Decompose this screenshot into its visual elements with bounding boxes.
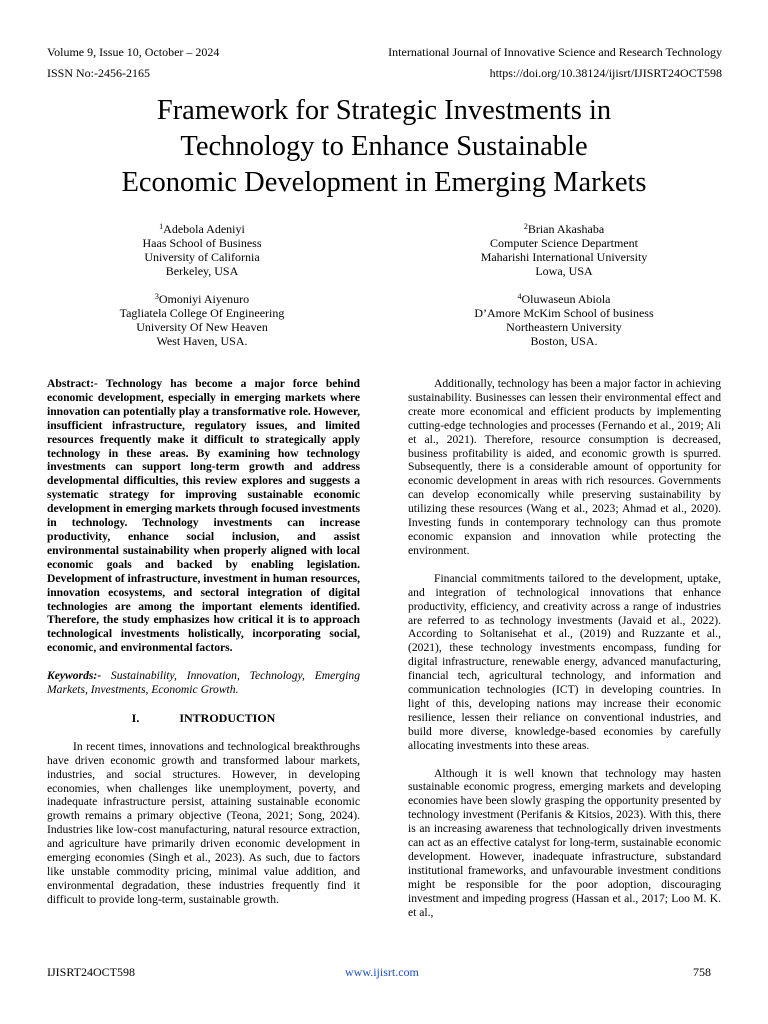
left-column: [47, 377, 360, 907]
section-heading-introduction: [47, 712, 360, 726]
section-title: INTRODUCTION: [179, 710, 276, 725]
author-affiliation: University of California: [144, 250, 260, 264]
author-affiliation: Maharishi International University: [480, 250, 648, 264]
footer-website-link[interactable]: www.ijisrt.com: [345, 965, 419, 979]
keywords-text: Sustainability, Innovation, Technology, Emerging Markets, Investments, Economic Growth.: [47, 669, 360, 697]
author-location: Boston, USA.: [530, 334, 598, 348]
author-affiliation: Computer Science Department: [490, 236, 638, 250]
author-affiliation: Northeastern University: [506, 320, 622, 334]
title-line-2: Technology to Enhance Sustainable: [180, 131, 588, 162]
paper-title: [40, 93, 728, 201]
author-block-1: [52, 222, 352, 278]
issn: ISSN No:-2456-2165: [47, 66, 151, 80]
paragraph-emerging-markets: Although it is well known that technology may hasten sustainable economic progress, emerging markets and developing economies have been slowly grasping the opportunity presented by technology investment (Perifanis & Kitsios, 2023). With this, there is an increasing awareness that technologically driven investments can act as an effective catalyst for long-term, sustainable economic development. However, inadequate infrastructure, substandard institutional frameworks, and unfavourable investment conditions might be responsible for the poor adoption, discouraging investment and impeding progress (Hassan et al., 2017; Loo M. K. et al.,: [408, 766, 721, 919]
author-name: Omoniyi Aiyenuro: [158, 292, 250, 306]
paragraph-technology-sustainability: Additionally, technology has been a major factor in achieving sustainability. Businesses can lessen their environmental effect and create more economical and efficient products by implementing cutting-edge technologies and processes (Fernando et al., 2019; Ali et al., 2021). Therefore, resource consumption is decreased, business profitability is aided, and economic growth is spurred. Subsequently, there is a considerable amount of opportunity for economic development in areas with rich resources. Governments can develop economically while preserving sustainability by utilizing these resources (Wang et al., 2023; Ahmad et al., 2020). Investing funds in contemporary technology can thus promote economic expansion and innovation while protecting the environment.: [408, 377, 721, 557]
author-sup: 4: [517, 292, 522, 301]
author-block-2: [414, 222, 714, 278]
author-sup: 3: [154, 292, 159, 301]
author-location: West Haven, USA.: [156, 334, 248, 348]
page-number: 758: [693, 965, 711, 979]
section-number: I.: [131, 710, 140, 725]
author-location: Lowa, USA: [535, 264, 593, 278]
title-line-1: Framework for Strategic Investments in: [156, 95, 612, 126]
footer-paper-id: IJISRT24OCT598: [47, 965, 135, 979]
author-affiliation: Haas School of Business: [142, 236, 262, 250]
journal-name: International Journal of Innovative Science and Research Technology: [388, 45, 722, 59]
author-affiliation: D’Amore McKim School of business: [474, 306, 654, 320]
intro-paragraph: In recent times, innovations and technological breakthroughs have driven economic growth and transformed labour markets, industries, and social structures. However, in developing economies, when challenges like unemployment, poverty, and inadequate infrastructure persist, attaining sustainable economic growth remains a primary objective (Teona, 2021; Song, 2024). Industries like low-cost manufacturing, natural resource extraction, and agriculture have primarily driven economic development in emerging economies (Singh et al., 2023). As such, due to factors like unstable commodity pricing, minimal value addition, and environmental degradation, these industries frequently find it difficult to provide long-term, sustainable growth.: [47, 739, 360, 906]
author-affiliation: University Of New Heaven: [136, 320, 268, 334]
author-affiliation: Tagliatela College Of Engineering: [119, 306, 285, 320]
abstract: Abstract:- Technology has become a major force behind economic development, especially in emerging markets where innovation can potentially play a transformative role. However, insufficient infrastructure, regulatory issues, and limited resources frequently make it difficult to strategically apply technology in these areas. By examining how technology investments can support long-term growth and address developmental difficulties, this review explores and suggests a systematic strategy for improving sustainable economic development in emerging markets through focused investments in technology. Technology investments can increase productivity, enhance social inclusion, and assist environmental sustainability when properly aligned with local economic goals and backed by enabling legislation. Development of infrastructure, investment in human resources, innovation ecosystems, and sectoral integration of digital technologies are among the important elements identified. Therefore, the study emphasizes how critical it is to approach technological investments holistically, incorporating social, economic, and environmental factors.: [47, 377, 361, 655]
title-line-3: Economic Development in Emerging Markets: [121, 167, 647, 198]
author-block-3: [52, 292, 352, 348]
keywords: [47, 669, 360, 697]
right-column: [408, 377, 721, 920]
author-location: Berkeley, USA: [165, 264, 239, 278]
author-name: Oluwaseun Abiola: [521, 292, 611, 306]
volume-info: Volume 9, Issue 10, October – 2024: [47, 45, 220, 59]
doi-link[interactable]: https://doi.org/10.38124/ijisrt/IJISRT24OCT598: [489, 66, 722, 80]
author-name: Adebola Adeniyi: [163, 222, 245, 236]
author-block-4: [414, 292, 714, 348]
author-name: Brian Akashaba: [527, 222, 605, 236]
author-sup: 2: [523, 222, 528, 231]
author-sup: 1: [159, 222, 164, 231]
paragraph-technology-investments: Financial commitments tailored to the development, uptake, and integration of technological innovations that enhance productivity, efficiency, and creativity across a range of industries are referred to as technology investments (Javaid et al., 2022). According to Soltanisehat et al., (2019) and Ruzzante et al., (2021), these technology investments encompass, funding for digital infrastructure, renewable energy, advanced manufacturing, financial tech, agricultural technology, and information and communication technologies (ICT) in developing countries. In light of this, developing nations may increase their economic resilience, lessen their reliance on conventional industries, and build more diverse, knowledge-based economies by carefully allocating investments into these areas.: [408, 571, 721, 752]
keywords-label: Keywords:-: [47, 669, 102, 683]
